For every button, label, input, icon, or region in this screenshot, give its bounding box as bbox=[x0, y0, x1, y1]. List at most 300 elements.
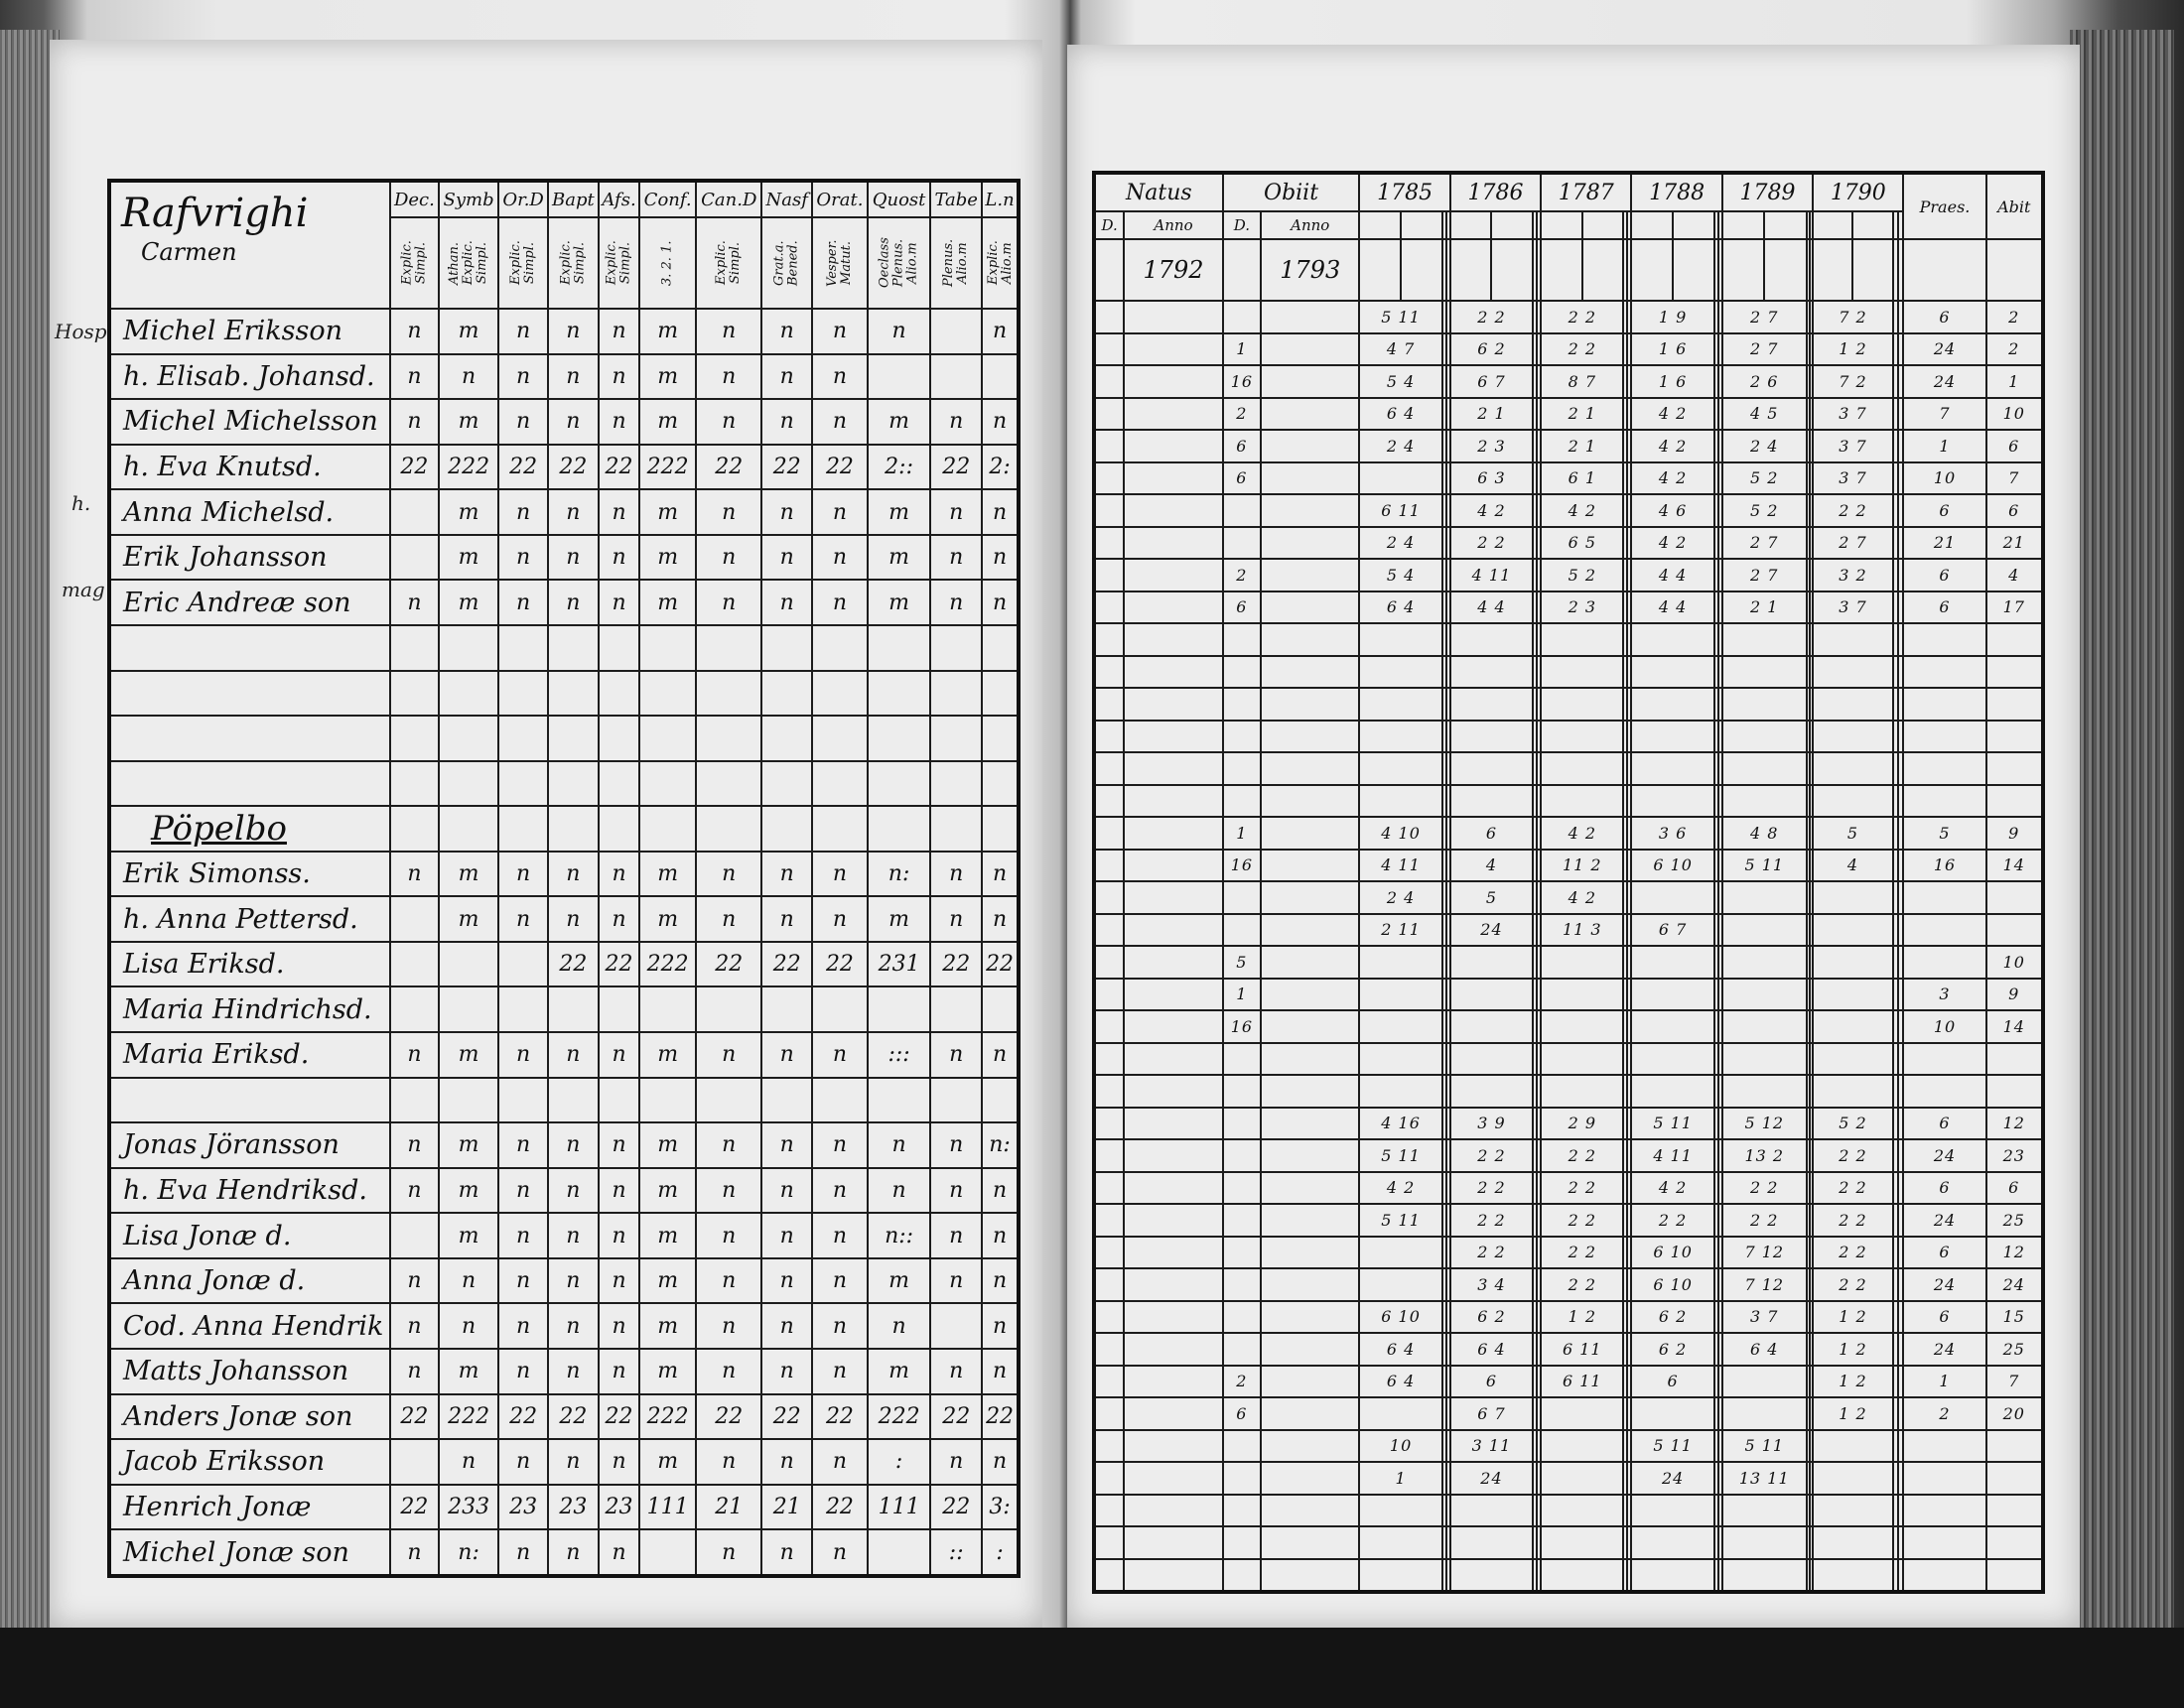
year-entry: 6 3 bbox=[1450, 462, 1533, 495]
obiit-year bbox=[1261, 785, 1359, 818]
mark-cell: 23 bbox=[548, 1485, 599, 1530]
obiit-day: 1 bbox=[1223, 817, 1261, 850]
obiit-day bbox=[1223, 301, 1261, 333]
blank-cell bbox=[1094, 239, 1124, 301]
year-entry: 6 5 bbox=[1541, 527, 1623, 560]
mark-cell: n bbox=[498, 896, 548, 942]
natus-year bbox=[1124, 494, 1222, 527]
blank-cell bbox=[498, 761, 548, 807]
mark-cell: n bbox=[498, 1032, 548, 1078]
person-name: h. Elisab. Johansd. bbox=[109, 354, 390, 400]
year-entry bbox=[1722, 656, 1807, 689]
abit-value: 24 bbox=[1986, 1268, 2043, 1301]
margin-note: mag bbox=[62, 578, 105, 601]
year-entry: 6 2 bbox=[1631, 1301, 1713, 1334]
mark-cell: m bbox=[639, 1349, 696, 1394]
person-name: Cod. Anna Hendrik bbox=[109, 1303, 390, 1349]
year-entry: 1 bbox=[1359, 1462, 1441, 1495]
blank-cell bbox=[761, 806, 812, 852]
year-subcol bbox=[1898, 211, 1903, 239]
year-entry bbox=[1631, 752, 1713, 785]
year-entry bbox=[1541, 656, 1623, 689]
year-entry bbox=[1450, 721, 1533, 753]
year-entry: 3 7 bbox=[1813, 591, 1893, 624]
blank-cell bbox=[812, 806, 868, 852]
mark-cell: n bbox=[696, 1168, 761, 1214]
mark-cell: n bbox=[930, 580, 982, 625]
blank-cell bbox=[548, 625, 599, 671]
mark-cell: n bbox=[548, 1529, 599, 1576]
mark-cell: 22 bbox=[696, 1394, 761, 1440]
mark-cell: n bbox=[982, 489, 1019, 535]
mark-cell: m bbox=[639, 399, 696, 445]
year-entry: 4 4 bbox=[1450, 591, 1533, 624]
natus-day bbox=[1094, 333, 1124, 366]
natus-anno: Anno bbox=[1124, 211, 1222, 239]
abit-value: 21 bbox=[1986, 527, 2043, 560]
year-row bbox=[1094, 1204, 2043, 1237]
natus-year bbox=[1124, 1495, 1222, 1527]
natus-year bbox=[1124, 462, 1222, 495]
mark-cell: 22 bbox=[696, 942, 761, 987]
year-entry bbox=[1813, 946, 1893, 979]
obiit-day bbox=[1223, 1268, 1261, 1301]
abit-value bbox=[1986, 721, 2043, 753]
obiit-day: 6 bbox=[1223, 430, 1261, 462]
obiit-day: 1 bbox=[1223, 979, 1261, 1011]
abit-value: 2 bbox=[1986, 301, 2043, 333]
year-entry: 3 4 bbox=[1450, 1268, 1533, 1301]
year-entry: 6 bbox=[1450, 1366, 1533, 1398]
obiit-day bbox=[1223, 1237, 1261, 1269]
blank-cell bbox=[868, 1078, 930, 1123]
person-name: Michel Michelsson bbox=[109, 399, 390, 445]
mark-cell: n bbox=[498, 1122, 548, 1168]
mark-cell bbox=[812, 986, 868, 1032]
obiit-d: D. bbox=[1223, 211, 1261, 239]
col-group: Orat. bbox=[812, 181, 868, 217]
natus-day bbox=[1094, 1172, 1124, 1205]
year-entry bbox=[1541, 1559, 1623, 1593]
year-row bbox=[1094, 1366, 2043, 1398]
right-page-edges bbox=[2070, 30, 2174, 1638]
mark-cell bbox=[868, 986, 930, 1032]
year-entry: 2 2 bbox=[1541, 1139, 1623, 1172]
mark-cell: m bbox=[868, 1258, 930, 1304]
blank-cell bbox=[599, 806, 639, 852]
sub-header: Explic. Simpl. bbox=[599, 217, 639, 309]
year-entry bbox=[1722, 946, 1807, 979]
year-entry bbox=[1541, 752, 1623, 785]
mark-cell: n: bbox=[982, 1122, 1019, 1168]
mark-cell: n bbox=[696, 535, 761, 581]
natus-day bbox=[1094, 365, 1124, 398]
year-entry: 2 2 bbox=[1450, 301, 1533, 333]
year-entry bbox=[1813, 979, 1893, 1011]
mark-cell: n bbox=[390, 1349, 439, 1394]
natus-day bbox=[1094, 1397, 1124, 1430]
year-row bbox=[1094, 559, 2043, 591]
person-row bbox=[109, 445, 1019, 490]
year-entry: 3 2 bbox=[1813, 559, 1893, 591]
blank-cell bbox=[439, 625, 498, 671]
natus-year bbox=[1124, 688, 1222, 721]
mark-cell: 22 bbox=[548, 445, 599, 490]
blank-cell bbox=[109, 671, 390, 717]
abit-value bbox=[1986, 623, 2043, 656]
mark-cell bbox=[390, 1213, 439, 1258]
mark-cell: 22 bbox=[696, 445, 761, 490]
year-entry: 5 2 bbox=[1813, 1108, 1893, 1140]
person-row bbox=[109, 1394, 1019, 1440]
mark-cell: n bbox=[548, 1122, 599, 1168]
mark-cell bbox=[390, 1439, 439, 1485]
year-entry bbox=[1722, 881, 1807, 914]
natus-day bbox=[1094, 591, 1124, 624]
mark-cell: n bbox=[498, 1349, 548, 1394]
year-entry: 2 2 bbox=[1541, 1204, 1623, 1237]
person-name: Jonas Jöransson bbox=[109, 1122, 390, 1168]
abit-value: 12 bbox=[1986, 1108, 2043, 1140]
obiit-year bbox=[1261, 1204, 1359, 1237]
abit-value: 10 bbox=[1986, 398, 2043, 431]
mark-cell: 22 bbox=[599, 1394, 639, 1440]
blank-cell bbox=[1673, 239, 1714, 301]
mark-cell: n bbox=[548, 1303, 599, 1349]
blank-cell bbox=[868, 761, 930, 807]
mark-cell: n bbox=[982, 1258, 1019, 1304]
mark-cell: 22 bbox=[812, 1394, 868, 1440]
natus-day bbox=[1094, 1333, 1124, 1366]
obiit-day bbox=[1223, 1333, 1261, 1366]
mark-cell: m bbox=[439, 309, 498, 354]
year-entry bbox=[1541, 1010, 1623, 1043]
year-entry: 13 2 bbox=[1722, 1139, 1807, 1172]
mark-cell: n bbox=[548, 1032, 599, 1078]
mark-cell: n bbox=[599, 852, 639, 897]
year-row bbox=[1094, 914, 2043, 947]
mark-cell: n bbox=[599, 535, 639, 581]
mark-cell bbox=[390, 535, 439, 581]
mark-cell: 22 bbox=[390, 1394, 439, 1440]
year-header: 1789 bbox=[1722, 173, 1813, 211]
obiit-day bbox=[1223, 1075, 1261, 1108]
praes-value bbox=[1903, 688, 1985, 721]
year-entry: 4 4 bbox=[1631, 591, 1713, 624]
mark-cell: n bbox=[761, 535, 812, 581]
mark-cell: n bbox=[761, 1122, 812, 1168]
mark-cell: m bbox=[868, 896, 930, 942]
year-entry: 3 6 bbox=[1631, 817, 1713, 850]
natus-year bbox=[1124, 1237, 1222, 1269]
blank-cell bbox=[1401, 239, 1442, 301]
natus-year bbox=[1124, 656, 1222, 689]
praes-value: 5 bbox=[1903, 817, 1985, 850]
obiit-day: 16 bbox=[1223, 1010, 1261, 1043]
mark-cell bbox=[639, 1529, 696, 1576]
mark-cell: n bbox=[930, 1258, 982, 1304]
year-entry: 3 7 bbox=[1813, 430, 1893, 462]
natus-year: 1792 bbox=[1124, 239, 1222, 301]
natus-year bbox=[1124, 1108, 1222, 1140]
blank-cell bbox=[696, 671, 761, 717]
mark-cell: n bbox=[696, 1439, 761, 1485]
year-entry: 2 4 bbox=[1359, 881, 1441, 914]
mark-cell bbox=[868, 354, 930, 400]
year-entry bbox=[1631, 721, 1713, 753]
obiit-day bbox=[1223, 1495, 1261, 1527]
year-entry bbox=[1541, 785, 1623, 818]
year-entry: 13 11 bbox=[1722, 1462, 1807, 1495]
year-entry bbox=[1450, 1495, 1533, 1527]
year-entry: 7 2 bbox=[1813, 301, 1893, 333]
praes-value bbox=[1903, 1075, 1985, 1108]
mark-cell: 22 bbox=[498, 1394, 548, 1440]
margin-note: Hosp bbox=[55, 320, 107, 343]
blank-cell bbox=[109, 1078, 390, 1123]
abit-value bbox=[1986, 1559, 2043, 1593]
mark-cell: n bbox=[761, 399, 812, 445]
year-entry: 5 12 bbox=[1722, 1108, 1807, 1140]
natus-year bbox=[1124, 301, 1222, 333]
year-entry bbox=[1813, 881, 1893, 914]
natus-day bbox=[1094, 1268, 1124, 1301]
praes-value: 24 bbox=[1903, 365, 1985, 398]
praes-value bbox=[1903, 881, 1985, 914]
abit-value: 23 bbox=[1986, 1139, 2043, 1172]
person-row bbox=[109, 399, 1019, 445]
year-entry: 2 7 bbox=[1722, 301, 1807, 333]
year-entry: 1 2 bbox=[1813, 1333, 1893, 1366]
mark-cell: n: bbox=[439, 1529, 498, 1576]
year-row bbox=[1094, 301, 2043, 333]
mark-cell: 22 bbox=[761, 445, 812, 490]
mark-cell: 22 bbox=[599, 445, 639, 490]
mark-cell bbox=[439, 942, 498, 987]
mark-cell: n bbox=[599, 489, 639, 535]
person-row bbox=[109, 309, 1019, 354]
obiit-day bbox=[1223, 1526, 1261, 1559]
mark-cell: m bbox=[439, 852, 498, 897]
blank-cell bbox=[639, 671, 696, 717]
year-row bbox=[1094, 623, 2043, 656]
blank-cell bbox=[696, 625, 761, 671]
abit-value bbox=[1986, 1075, 2043, 1108]
year-entry: 2 6 bbox=[1722, 365, 1807, 398]
natus-year bbox=[1124, 1526, 1222, 1559]
year-entry: 2 4 bbox=[1722, 430, 1807, 462]
natus-day bbox=[1094, 817, 1124, 850]
praes-value bbox=[1903, 946, 1985, 979]
year-row bbox=[1094, 239, 2043, 301]
year-entry: 2 3 bbox=[1450, 430, 1533, 462]
obiit-year bbox=[1261, 1301, 1359, 1334]
natus-header: Natus bbox=[1094, 173, 1223, 211]
mark-cell: 22 bbox=[812, 1485, 868, 1530]
year-entry: 4 2 bbox=[1631, 527, 1713, 560]
blank-cell bbox=[1631, 239, 1673, 301]
natus-day bbox=[1094, 1204, 1124, 1237]
blank-cell bbox=[930, 716, 982, 761]
year-entry bbox=[1631, 1043, 1713, 1076]
person-row bbox=[109, 1168, 1019, 1214]
abit-value: 9 bbox=[1986, 979, 2043, 1011]
person-row bbox=[109, 1439, 1019, 1485]
mark-cell: n bbox=[599, 309, 639, 354]
blank-cell bbox=[761, 625, 812, 671]
mark-cell: n bbox=[812, 1258, 868, 1304]
natus-year bbox=[1124, 1333, 1222, 1366]
obiit-year bbox=[1261, 462, 1359, 495]
obiit-day bbox=[1223, 752, 1261, 785]
mark-cell: n bbox=[812, 1213, 868, 1258]
mark-cell: 22 bbox=[390, 445, 439, 490]
year-entry: 2 2 bbox=[1813, 1268, 1893, 1301]
natus-year bbox=[1124, 1268, 1222, 1301]
mark-cell: m bbox=[868, 399, 930, 445]
mark-cell: 111 bbox=[639, 1485, 696, 1530]
mark-cell: n bbox=[548, 896, 599, 942]
year-entry bbox=[1450, 752, 1533, 785]
year-entry: 6 bbox=[1631, 1366, 1713, 1398]
year-entry: 10 bbox=[1359, 1430, 1441, 1463]
mark-cell: n bbox=[696, 309, 761, 354]
mark-cell bbox=[930, 309, 982, 354]
mark-cell: 222 bbox=[639, 445, 696, 490]
year-subcol bbox=[1764, 211, 1807, 239]
mark-cell bbox=[390, 489, 439, 535]
mark-cell: n bbox=[390, 1303, 439, 1349]
year-entry: 4 2 bbox=[1359, 1172, 1441, 1205]
mark-cell: n bbox=[761, 1303, 812, 1349]
person-name: Anna Jonæ d. bbox=[109, 1258, 390, 1304]
abit-value: 2 bbox=[1986, 333, 2043, 366]
mark-cell bbox=[639, 986, 696, 1032]
year-entry: 6 1 bbox=[1541, 462, 1623, 495]
village-name: Rafvrighi bbox=[121, 191, 309, 236]
obiit-year bbox=[1261, 1043, 1359, 1076]
person-name: Michel Jonæ son bbox=[109, 1529, 390, 1576]
natus-day bbox=[1094, 881, 1124, 914]
mark-cell: n: bbox=[868, 852, 930, 897]
blank-cell bbox=[812, 671, 868, 717]
year-entry bbox=[1813, 785, 1893, 818]
year-row bbox=[1094, 881, 2043, 914]
blank-cell bbox=[696, 1078, 761, 1123]
obiit-year bbox=[1261, 1397, 1359, 1430]
year-subcol bbox=[1722, 211, 1764, 239]
person-name: Michel Eriksson bbox=[109, 309, 390, 354]
person-name: Jacob Eriksson bbox=[109, 1439, 390, 1485]
mark-cell: n bbox=[982, 1213, 1019, 1258]
mark-cell: n bbox=[812, 1122, 868, 1168]
blank-cell bbox=[812, 761, 868, 807]
year-entry: 2 7 bbox=[1722, 333, 1807, 366]
obiit-year bbox=[1261, 1430, 1359, 1463]
year-entry: 2 2 bbox=[1541, 301, 1623, 333]
obiit-year bbox=[1261, 527, 1359, 560]
year-entry: 6 10 bbox=[1359, 1301, 1441, 1334]
year-entry bbox=[1541, 979, 1623, 1011]
person-row bbox=[109, 489, 1019, 535]
mark-cell: n bbox=[812, 580, 868, 625]
abit-value: 14 bbox=[1986, 1010, 2043, 1043]
mark-cell: m bbox=[439, 580, 498, 625]
natus-year bbox=[1124, 817, 1222, 850]
natus-year bbox=[1124, 559, 1222, 591]
natus-day bbox=[1094, 398, 1124, 431]
year-row bbox=[1094, 752, 2043, 785]
abit-value: 6 bbox=[1986, 494, 2043, 527]
natus-year bbox=[1124, 881, 1222, 914]
year-entry bbox=[1450, 785, 1533, 818]
year-entry: 2 2 bbox=[1450, 1237, 1533, 1269]
year-entry bbox=[1450, 688, 1533, 721]
mark-cell: n bbox=[930, 1122, 982, 1168]
mark-cell: n bbox=[599, 1168, 639, 1214]
abit-value: 20 bbox=[1986, 1397, 2043, 1430]
obiit-day: 16 bbox=[1223, 850, 1261, 882]
mark-cell: n bbox=[498, 354, 548, 400]
year-entry: 4 2 bbox=[1631, 398, 1713, 431]
mark-cell: n bbox=[439, 354, 498, 400]
mark-cell: 22 bbox=[761, 942, 812, 987]
mark-cell bbox=[599, 986, 639, 1032]
mark-cell: n bbox=[390, 1032, 439, 1078]
blank-cell bbox=[812, 625, 868, 671]
mark-cell: n bbox=[548, 309, 599, 354]
obiit-day bbox=[1223, 494, 1261, 527]
mark-cell: n bbox=[696, 1032, 761, 1078]
praes-value: 24 bbox=[1903, 1268, 1985, 1301]
mark-cell: n bbox=[696, 1258, 761, 1304]
mark-cell: n bbox=[439, 1303, 498, 1349]
praes-value: 16 bbox=[1903, 850, 1985, 882]
year-header: 1787 bbox=[1541, 173, 1631, 211]
obiit-year bbox=[1261, 1462, 1359, 1495]
obiit-year: 1793 bbox=[1261, 239, 1359, 301]
mark-cell: n bbox=[930, 399, 982, 445]
year-entry: 8 7 bbox=[1541, 365, 1623, 398]
year-entry: 2 2 bbox=[1813, 1139, 1893, 1172]
year-entry: 4 2 bbox=[1541, 817, 1623, 850]
mark-cell: 22 bbox=[599, 942, 639, 987]
obiit-year bbox=[1261, 365, 1359, 398]
natus-day bbox=[1094, 527, 1124, 560]
obiit-day: 5 bbox=[1223, 946, 1261, 979]
person-name: Anders Jonæ son bbox=[109, 1394, 390, 1440]
mark-cell: n bbox=[696, 489, 761, 535]
blank-cell bbox=[761, 761, 812, 807]
year-entry bbox=[1541, 688, 1623, 721]
section-title: Pöpelbo bbox=[109, 806, 390, 852]
col-group: Or.D bbox=[498, 181, 548, 217]
mark-cell: n bbox=[498, 535, 548, 581]
year-entry bbox=[1359, 946, 1441, 979]
mark-cell: n bbox=[982, 1168, 1019, 1214]
year-entry: 3 9 bbox=[1450, 1108, 1533, 1140]
year-entry: 2 1 bbox=[1541, 430, 1623, 462]
year-entry bbox=[1359, 1495, 1441, 1527]
blank-cell bbox=[599, 671, 639, 717]
year-entry bbox=[1541, 1495, 1623, 1527]
sub-header: 3. 2. 1. bbox=[639, 217, 696, 309]
mark-cell: n bbox=[390, 1168, 439, 1214]
year-entry bbox=[1722, 1010, 1807, 1043]
year-entry bbox=[1813, 1043, 1893, 1076]
blank-row bbox=[109, 671, 1019, 717]
obiit-day: 6 bbox=[1223, 1397, 1261, 1430]
